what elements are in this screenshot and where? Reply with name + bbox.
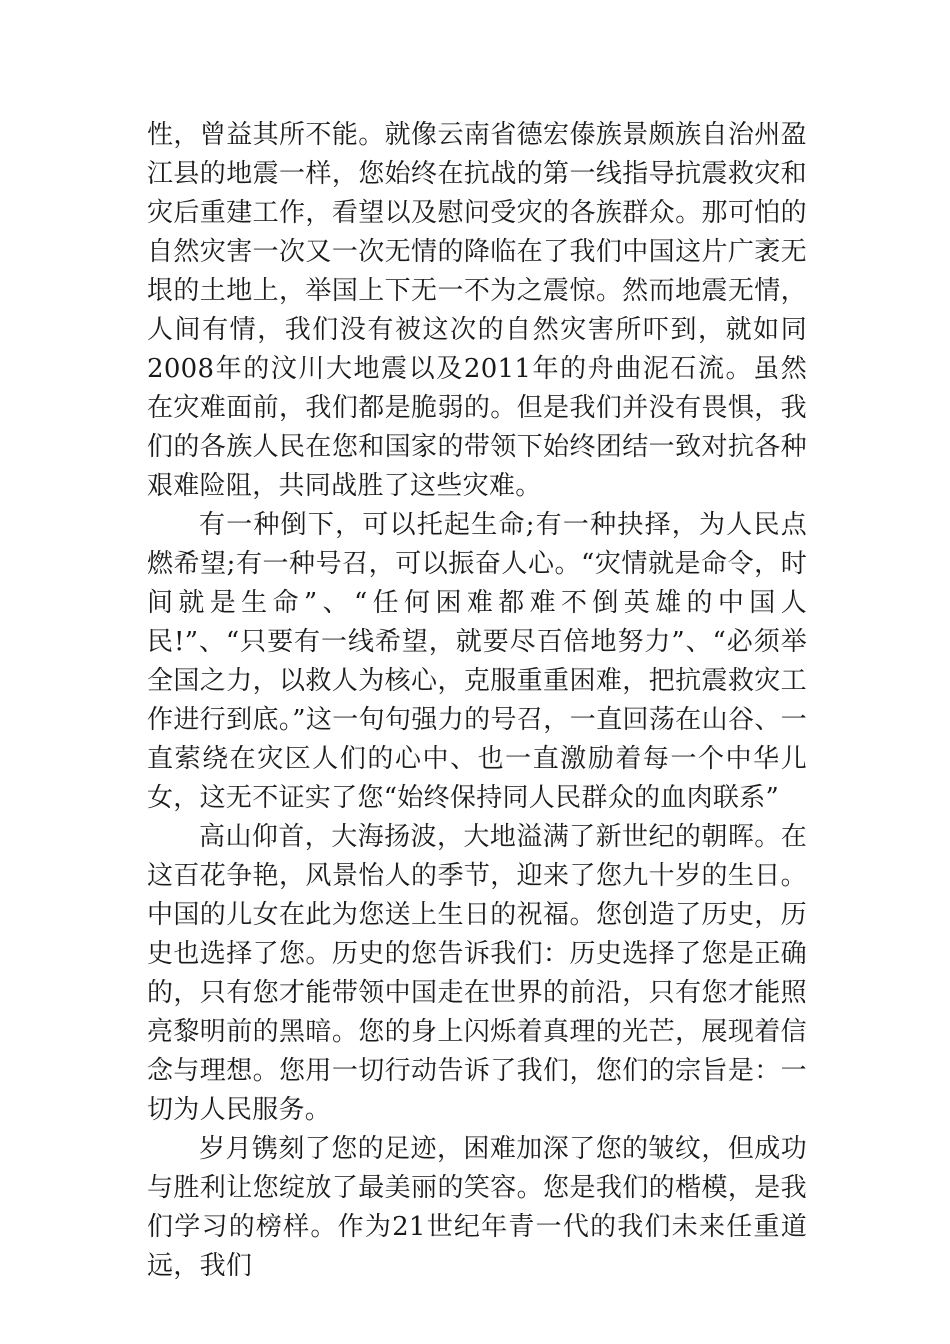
body-text xyxy=(147,116,807,1286)
paragraph-2: 有一种倒下，可以托起生命;有一种抉择，为人民点燃希望;有一种号召，可以振奋人心。“灾情就是命令，时间就是生命”、“任何困难都难不倒英雄的中国人民!”、“只要有一线希望，就要尽百倍地努力”、“必须举全国之力，以救人为核心，克服重重困难，把抗震救灾工作进行到底。”这一句句强力的号召，一直回荡在山谷、一直萦绕在灾区人们的心中、也一直激励着每一个中华儿女，这无不证实了您“始终保持同人民群众的血肉联系” xyxy=(147,510,807,813)
paragraph-1: 性，曾益其所不能。就像云南省德宏傣族景颇族自治州盈江县的地震一样，您始终在抗战的第一线指导抗震救灾和灾后重建工作，看望以及慰问受灾的各族群众。那可怕的自然灾害一次又一次无情的降临在了我们中国这片广袤无垠的土地上，举国上下无一不为之震惊。然而地震无情，人间有情，我们没有被这次的自然灾害所吓到，就如同2008年的汶川大地震以及2011年的舟曲泥石流。虽然在灾难面前，我们都是脆弱的。但是我们并没有畏惧，我们的各族人民在您和国家的带领下始终团结一致对抗各种艰难险阻，共同战胜了这些灾难。 xyxy=(147,120,807,501)
paragraph-3: 高山仰首，大海扬波，大地溢满了新世纪的朝晖。在这百花争艳，风景怡人的季节，迎来了您九十岁的生日。中国的儿女在此为您送上生日的祝福。您创造了历史，历史也选择了您。历史的您告诉我们：历史选择了您是正确的，只有您才能带领中国走在世界的前沿，只有您才能照亮黎明前的黑暗。您的身上闪烁着真理的光芒，展现着信念与理想。您用一切行动告诉了我们，您们的宗旨是：一切为人民服务。 xyxy=(147,822,807,1125)
paragraph-4: 岁月镌刻了您的足迹，困难加深了您的皱纹，但成功与胜利让您绽放了最美丽的笑容。您是我们的楷模，是我们学习的榜样。作为21世纪年青一代的我们未来任重道远，我们 xyxy=(147,1134,807,1281)
